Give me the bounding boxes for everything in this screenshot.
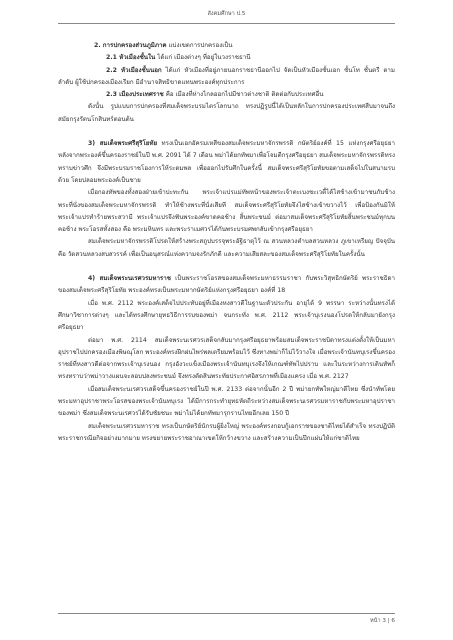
paragraph: [58, 52, 395, 64]
paragraph: [58, 421, 395, 446]
paragraph-gap: [58, 261, 395, 273]
paragraph: [58, 187, 395, 236]
paragraph: [58, 335, 395, 384]
paragraph: [58, 40, 395, 52]
document-body: [58, 40, 395, 445]
paragraph-text: เมื่อสมเด็จพระนเรศวรเสด็จขึ้นครองราชย์ในปี พ.ศ. 2133 ต่อจากนั้นอีก 2 ปี พม่ายกทัพใหญ่มาตีไทย ซึ่งนำทัพโดยพระมหาอุปราชาพระโอรสของพระเจ้านันทบุเรง ได้มีการกระทำยุทธหัตถีระหว่างสมเด็จพระนเรศวรมหาราชกับพระมหาอุปราชาของพม่า ซึ่งสมเด็จพระนเรศวรได้รับชัยชนะ พม่าไม่ได้ยกทัพมารุกรานไทยอีกเลย 150 ปี: [58, 385, 395, 418]
paragraph-text: เมื่อกองทัพของทั้งสองฝ่ายเข้าปะทะกัน พระเจ้าแปรแม่ทัพหน้าของพระเจ้าตะเบงชะเวตี้ได้ไสช้างเข้ามาชนกับช้างพระที่นั่งของสมเด็จพระมหาจักรพรรดิ ทำให้ช้างพระที่นั่งเสียที สมเด็จพระศรีสุริโยทัยจึงไสช้างเข้าขวางไว้ เพื่อป้องกันมิให้พระเจ้าแปรทำร้ายพระสวามี พระเจ้าแปรจึงฟันพระองค์ขาดคอช้าง สิ้นพระชนม์ ต่อมาสมเด็จพระศรีสุริโยทัยสิ้นพระชนม์ทุกบนคอช้าง พระโอรสทั้งสอง คือ พระมหินทร และพระราเมศวรได้กันพระบรมศพกลับเข้ากรุงศรีอยุธยา: [58, 189, 395, 234]
header-divider: [58, 23, 395, 24]
paragraph-text: สมเด็จพระนเรศวรมหาราช ทรงเป็นกษัตริย์นักรบผู้ยิ่งใหญ่ พระองค์ทรงกอบกู้เอกราชของชาติไทยได้สำเร็จ ทรงปฏิบัติพระราชกรณียกิจอย่างมากมาย ทรงขยายพระราชอาณาเขตให้กว้างขวาง และสร้างความเป็นปึกแผ่นให้แก่ชาติไทย: [58, 422, 395, 442]
paragraph-text: ทรงเป็นเอกอัครมเหสีของสมเด็จพระมหาจักรพรรดิ กษัตริย์องค์ที่ 15 แห่งกรุงศรีอยุธยา หลังจากพระองค์ขึ้นครองราชย์ในปี พ.ศ. 2091 ได้ 7 เดือน พม่าได้ยกทัพมาเพื่อโจมตีกรุงศรีอยุธยา สมเด็จพระมหาจักรพรรดิทรงทราบข่าวศึก จึงมีพระบรมราชโองการให้ระดมพล เพื่อออกไปรับศึกในครั้งนี้ สมเด็จพระศรีสุริโยทัยขอตามเสด็จไปในสนามรบด้วย โดยปลอมพระองค์เป็นชาย: [58, 140, 395, 184]
paragraph-text: ได้แก่ เมืองต่างๆ ที่อยู่ในวงราชธานี: [155, 54, 251, 62]
paragraph: [58, 384, 395, 421]
paragraph-text: ได้แก่ หัวเมืองที่อยู่ภายนอกราชธานีออกไป จัดเป็นหัวเมืองชั้นเอก ชั้นโท ชั้นตรี ตามลำดับ ผู้ใช้ปกครองเมืองเรียก มีอำนาจสิทธิขาดแทนพระองค์ทุกประการ: [58, 66, 395, 86]
paragraph-heading: 2.2 หัวเมืองชั้นนอก: [106, 66, 162, 74]
paragraph-heading: 4) สมเด็จพระนเรศวรมหาราช: [88, 275, 171, 283]
paragraph: [58, 101, 395, 126]
page-number: หน้า 3 | 6: [370, 618, 395, 624]
paragraph-text: คือ เมืองที่ห่างไกลออกไปมีชาวต่างชาติ ติดต่อกับประเทศอื่น: [163, 91, 324, 99]
paragraph: [58, 89, 395, 101]
paragraph-text: เมื่อ พ.ศ. 2112 พระองค์เสด็จไปประทับอยู่ที่เมืองหงสาวดีในฐานะตัวประกัน อายุได้ 9 พรรษา ระหว่างนั้นทรงได้ศึกษาวิชาการต่างๆ และได้ทรงศึกษายุทธวิธีการรบของพม่า จนกระทั่ง พ.ศ. 2112 พระเจ้าบุเรงนองโปรดให้กลับมายังกรุงศรีอยุธยา: [58, 299, 395, 332]
paragraph: [58, 65, 395, 90]
paragraph-heading: 2. การปกครองส่วนภูมิภาค: [94, 42, 167, 49]
paragraph: [58, 273, 395, 298]
paragraph: [58, 236, 395, 261]
paragraph-gap: [58, 126, 395, 138]
paragraph-text: ดังนั้น รูปแบบการปกครองที่สมเด็จพระบรมไตรโลกนาถ ทรงปฏิรูปนี้ได้เป็นหลักในการปกครองประเทศสืบมาจนถึงสมัยกรุงรัตนโกสินทร์ตอนต้น: [58, 103, 395, 123]
paragraph-text: เป็นพระราชโอรสของสมเด็จพระมหาธรรมราชา กับพระวิสุทธิกษัตริย์ พระราชธิดาของสมเด็จพระศรีสุริโยทัย พระองค์ทรงเป็นพระมหากษัตริย์แห่งกรุงศรีอยุธยา องค์ที่ 18: [58, 275, 395, 295]
paragraph-text: ต่อมา พ.ศ. 2114 สมเด็จพระนเรศวรเสด็จกลับมากรุงศรีอยุธยาพร้อมสมเด็จพระราชบิดาทรงแต่งตั้งให้เป็นมหาอุปราชไปปกครองเมืองพิษณุโลก พระองค์ทรงฝึกฝนไพร่พลเตรียมพร้อมไว้ ซึ่งทางพม่าก็ไม่ไว้วางใจ เมื่อพระเจ้านันทบุเรงขึ้นครองราชย์ที่หงสาวดีต่อจากพระเจ้าบุเรงนอง กรุงอังวะแข็งเมืองพระเจ้านันทบุเรงจึงให้เกณฑ์ทัพไปปราบ และในระหว่างการเดินทัพก็ทรงทราบว่าพม่าวางแผนจะลอบปลงพระชนม์ จึงทรงตัดสินพระทัยประกาศอิสรภาพที่เมืองแครง เมื่อ พ.ศ. 2127: [58, 336, 395, 381]
paragraph: [58, 298, 395, 335]
paragraph-heading: 2.1 หัวเมืองชั้นใน: [106, 54, 156, 62]
paragraph-heading: 3) สมเด็จพระศรีสุริโยทัย: [88, 140, 158, 148]
paragraph-heading: 2.3 เมืองประเทศราช: [106, 91, 164, 99]
page-header: สังคมศึกษา ป.5: [207, 11, 246, 17]
paragraph-text: สมเด็จพระมหาจักรพรรดิโปรดให้สร้างพระสถูปบรรจุพระอัฐิธาตุไว้ ณ สวนหลวงตำบลสวนหลวง ภูเขาเหรียญ ปัจจุบันคือ วัดสวนหลวงสบสวรรค์ เพื่อเป็นอนุสรณ์แห่งความจงรักภักดี และความเสียสละของสมเด็จพระศรีสุริโยทัยในครั้งนั้น: [58, 238, 395, 258]
paragraph-text: แบ่งเขตการปกครองเป็น: [166, 42, 233, 49]
paragraph: [58, 138, 395, 187]
footer-divider: [58, 613, 395, 614]
